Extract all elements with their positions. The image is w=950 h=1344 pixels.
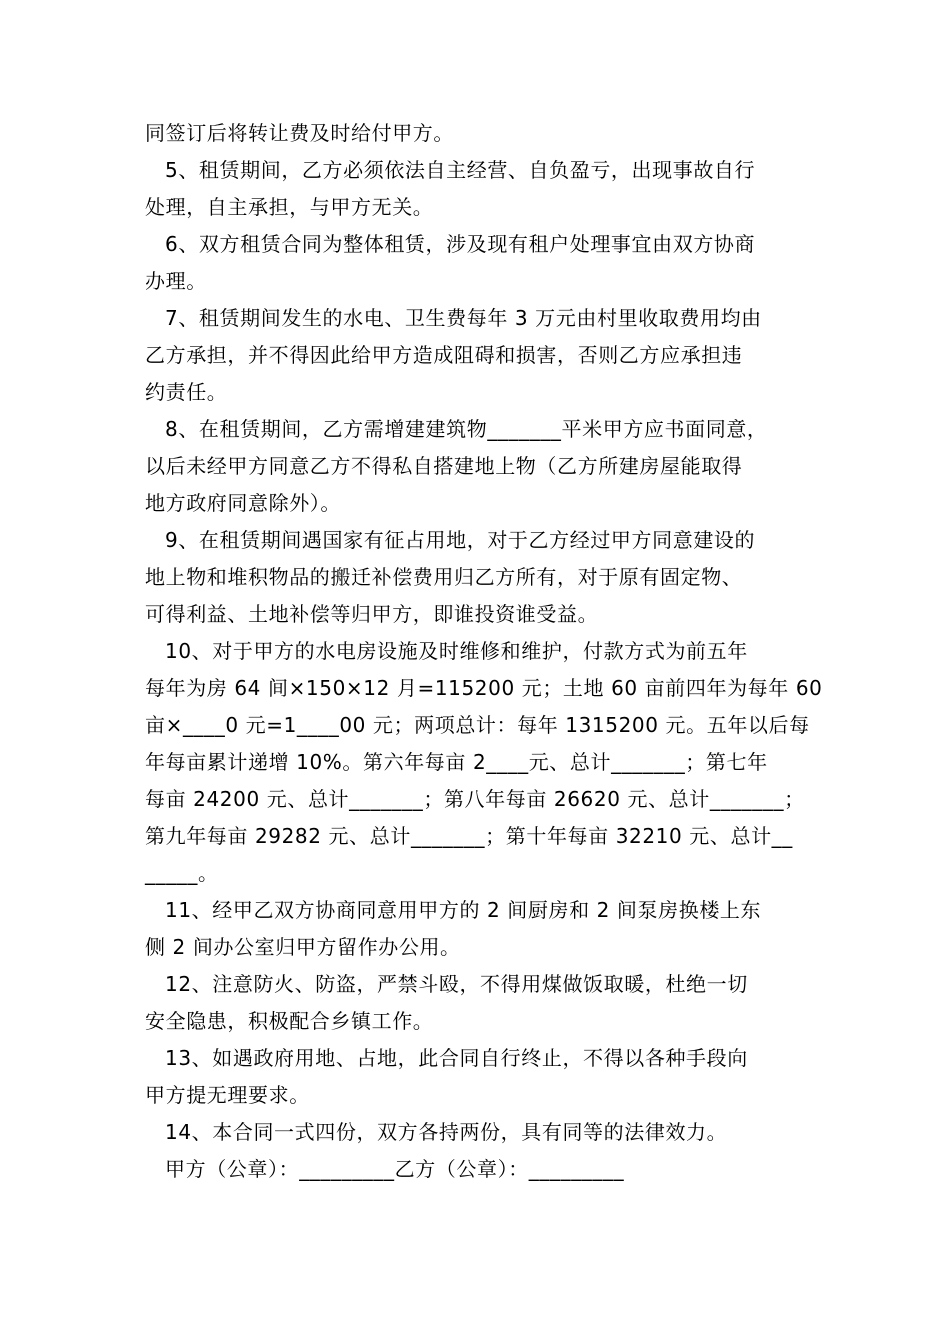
clause-8-line: 8、在租赁期间，乙方需增建建筑物_______平米甲方应书面同意，	[165, 417, 768, 441]
clause-13-line: 13、如遇政府用地、占地，此合同自行终止，不得以各种手段向	[165, 1046, 748, 1070]
text-line: 同签订后将转让费及时给付甲方。	[145, 121, 454, 145]
clause-5-line: 5、租赁期间，乙方必须依法自主经营、自负盈亏，出现事故自行	[165, 158, 756, 182]
text-line: 安全隐患，积极配合乡镇工作。	[145, 1009, 434, 1033]
clause-10-line: 10、对于甲方的水电房设施及时维修和维护，付款方式为前五年	[165, 639, 748, 663]
text-line: 亩×____0 元=1____00 元；两项总计：每年 1315200 元。五年以后每	[145, 713, 810, 737]
text-line: 办理。	[145, 269, 207, 293]
text-line: 地上物和堆积物品的搬迁补偿费用归乙方所有，对于原有固定物、	[145, 565, 743, 589]
text-line: _____。	[145, 861, 219, 885]
signature-line: 甲方（公章）：_________乙方（公章）：_________	[165, 1157, 625, 1181]
text-line: 每年为房 64 间×150×12 月=115200 元；土地 60 亩前四年为每年 60	[145, 676, 823, 700]
clause-12-line: 12、注意防火、防盗，严禁斗殴，不得用煤做饭取暖，杜绝一切	[165, 972, 748, 996]
contract-body	[145, 115, 823, 1188]
clause-9-line: 9、在租赁期间遇国家有征占用地，对于乙方经过甲方同意建设的	[165, 528, 756, 552]
text-line: 可得利益、土地补偿等归甲方，即谁投资谁受益。	[145, 602, 599, 626]
text-line: 甲方提无理要求。	[145, 1083, 310, 1107]
text-line: 年每亩累计递增 10%。第六年每亩 2____元、总计_______；第七年	[145, 750, 768, 774]
text-line: 处理，自主承担，与甲方无关。	[145, 195, 434, 219]
text-line: 侧 2 间办公室归甲方留作办公用。	[145, 935, 461, 959]
text-line: 第九年每亩 29282 元、总计_______；第十年每亩 32210 元、总计__	[145, 824, 793, 848]
text-line: 约责任。	[145, 380, 228, 404]
clause-7-line: 7、租赁期间发生的水电、卫生费每年 3 万元由村里收取费用均由	[165, 306, 762, 330]
clause-6-line: 6、双方租赁合同为整体租赁，涉及现有租户处理事宜由双方协商	[165, 232, 756, 256]
text-line: 每亩 24200 元、总计_______；第八年每亩 26620 元、总计_______；	[145, 787, 805, 811]
text-line: 乙方承担，并不得因此给甲方造成阻碍和损害，否则乙方应承担违	[145, 343, 743, 367]
text-line: 地方政府同意除外）。	[145, 491, 341, 515]
clause-11-line: 11、经甲乙双方协商同意用甲方的 2 间厨房和 2 间泵房换楼上东	[165, 898, 762, 922]
text-line: 以后未经甲方同意乙方不得私自搭建地上物（乙方所建房屋能取得	[145, 454, 743, 478]
clause-14-line: 14、本合同一式四份，双方各持两份，具有同等的法律效力。	[165, 1120, 728, 1144]
